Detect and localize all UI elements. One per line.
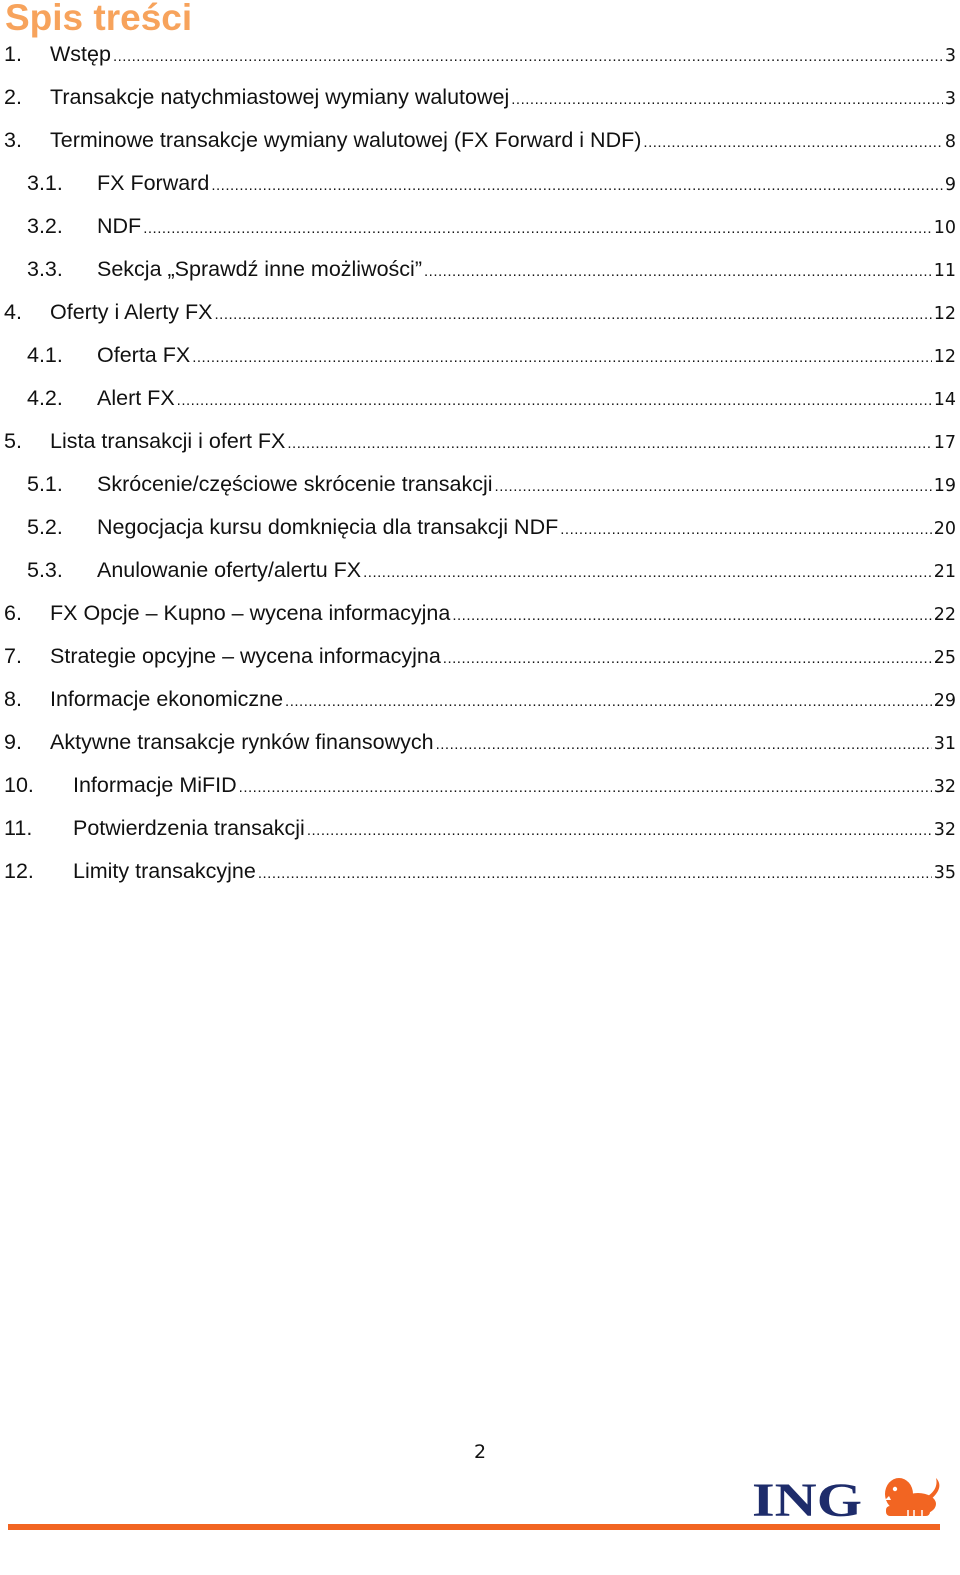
toc-entry-leader [190, 342, 932, 374]
toc-entry-leader [111, 41, 943, 73]
toc-entry-title[interactable]: Transakcje natychmiastowej wymiany walutowej [50, 85, 510, 109]
toc-entry-page[interactable]: 31 [933, 734, 956, 754]
toc-entry-page[interactable]: 32 [933, 820, 956, 840]
toc-entry-page[interactable]: 19 [933, 476, 956, 496]
toc-entry-number: 3.3. [27, 257, 63, 281]
toc-entry-title[interactable]: Lista transakcji i ofert FX [50, 429, 286, 453]
toc-entry-number: 1. [4, 42, 22, 66]
toc-entry-page[interactable]: 8 [944, 132, 956, 152]
toc-entry-page[interactable]: 35 [933, 863, 956, 883]
toc-entry-leader [256, 858, 932, 890]
toc-entry-page[interactable]: 14 [933, 390, 956, 410]
toc-entry[interactable] [4, 812, 956, 844]
toc-entry[interactable] [4, 296, 956, 328]
toc-entry-title[interactable]: Strategie opcyjne – wycena informacyjna [50, 644, 441, 668]
toc-entry-page[interactable]: 25 [933, 648, 956, 668]
toc-entry[interactable] [4, 726, 956, 758]
toc-entry[interactable] [4, 683, 956, 715]
toc-entry[interactable] [4, 640, 956, 672]
toc-entry-number: 7. [4, 644, 22, 668]
toc-entry[interactable] [27, 339, 956, 371]
toc-entry-page[interactable]: 9 [944, 175, 956, 195]
toc-entry-title[interactable]: Aktywne transakcje rynków finansowych [50, 730, 434, 754]
toc-entry-title[interactable]: Anulowanie oferty/alertu FX [97, 558, 362, 582]
toc-entry[interactable] [27, 167, 956, 199]
toc-entry-title[interactable]: Wstęp [50, 42, 111, 66]
toc-entry[interactable] [27, 511, 956, 543]
toc-entry-number: 3.2. [27, 214, 63, 238]
toc-entry-number: 4.2. [27, 386, 63, 410]
toc-entry-title[interactable]: FX Opcje – Kupno – wycena informacyjna [50, 601, 451, 625]
toc-entry-number: 5.2. [27, 515, 63, 539]
toc-entry-title[interactable]: Informacje MiFID [73, 773, 237, 797]
toc-entry-title[interactable]: Terminowe transakcje wymiany walutowej (FX Forward i NDF) [50, 128, 642, 152]
toc-entry-title[interactable]: Alert FX [97, 386, 175, 410]
lion-icon [885, 1478, 939, 1516]
toc-entry-page[interactable]: 22 [933, 605, 956, 625]
toc-entry-page[interactable]: 3 [944, 46, 956, 66]
toc-entry-number: 5.1. [27, 472, 63, 496]
toc-title: Spis treści [5, 0, 193, 38]
toc-entry-page[interactable]: 17 [933, 433, 956, 453]
toc-entry-page[interactable]: 12 [933, 304, 956, 324]
toc-entry[interactable] [27, 210, 956, 242]
toc-entry-number: 3. [4, 128, 22, 152]
toc-entry-title[interactable]: Negocjacja kursu domknięcia dla transakcji NDF [97, 515, 559, 539]
toc-entry-page[interactable]: 32 [933, 777, 956, 797]
toc-entry-leader [175, 385, 932, 417]
toc-entry-number: 4. [4, 300, 22, 324]
toc-entry-leader [305, 815, 932, 847]
toc-entry-title[interactable]: Oferta FX [97, 343, 191, 367]
toc-entry-leader [558, 514, 931, 546]
toc-entry-title[interactable]: Oferty i Alerty FX [50, 300, 213, 324]
toc-entry-page[interactable]: 10 [933, 218, 956, 238]
toc-entry-leader [441, 643, 932, 675]
toc-entry-leader [361, 557, 932, 589]
toc-entry-number: 8. [4, 687, 22, 711]
toc-entry-title[interactable]: Sekcja „Sprawdź inne możliwości” [97, 257, 422, 281]
toc-entry-number: 6. [4, 601, 22, 625]
toc-entry-leader [237, 772, 932, 804]
toc-entry[interactable] [27, 382, 956, 414]
toc-entry-leader [641, 127, 942, 159]
toc-entry-leader [209, 170, 943, 202]
toc-entry-title[interactable]: FX Forward [97, 171, 210, 195]
toc-entry-number: 9. [4, 730, 22, 754]
toc-entry-leader [212, 299, 931, 331]
toc-entry-number: 5.3. [27, 558, 63, 582]
toc-entry-page[interactable]: 21 [933, 562, 956, 582]
toc-entry-number: 3.1. [27, 171, 63, 195]
toc-entry-leader [285, 428, 931, 460]
toc-entry-leader [493, 471, 932, 503]
toc-entry[interactable] [27, 554, 956, 586]
toc-entry-leader [422, 256, 932, 288]
toc-entry-page[interactable]: 11 [933, 261, 956, 281]
toc-entry-number: 2. [4, 85, 22, 109]
toc-entry[interactable] [27, 468, 956, 500]
footer-rule [8, 1524, 940, 1530]
ing-logo [752, 1470, 942, 1522]
toc-entry[interactable] [4, 38, 956, 70]
toc-entry-leader [434, 729, 932, 761]
toc-entry-leader [141, 213, 932, 245]
toc-entry-leader [509, 84, 943, 116]
toc-entry-number: 12. [4, 859, 34, 883]
toc-entry-page[interactable]: 20 [933, 519, 956, 539]
toc-entry-leader [450, 600, 931, 632]
toc-entry[interactable] [4, 124, 956, 156]
toc-entry-leader [283, 686, 932, 718]
toc-entry-page[interactable]: 29 [933, 691, 956, 711]
toc-entry[interactable] [4, 855, 956, 887]
toc-entry-number: 11. [4, 816, 33, 840]
toc-entry-page[interactable]: 12 [933, 347, 956, 367]
toc-entry-number: 5. [4, 429, 22, 453]
toc-entry[interactable] [27, 253, 956, 285]
toc-entry[interactable] [4, 425, 956, 457]
toc-entry-title[interactable]: Skrócenie/częściowe skrócenie transakcji [97, 472, 493, 496]
toc-entry-number: 10. [4, 773, 34, 797]
ing-logo-text: ING [752, 1474, 862, 1522]
toc-entry[interactable] [4, 769, 956, 801]
toc-entry-page[interactable]: 3 [944, 89, 956, 109]
toc-entry-number: 4.1. [27, 343, 63, 367]
page-number: 2 [473, 1441, 487, 1463]
toc-entry-title[interactable]: NDF [97, 214, 142, 238]
toc-entry-title[interactable]: Potwierdzenia transakcji [73, 816, 305, 840]
toc-entry[interactable] [4, 597, 956, 629]
toc-entry[interactable] [4, 81, 956, 113]
toc-entry-title[interactable]: Informacje ekonomiczne [50, 687, 284, 711]
toc-entry-title[interactable]: Limity transakcyjne [73, 859, 256, 883]
